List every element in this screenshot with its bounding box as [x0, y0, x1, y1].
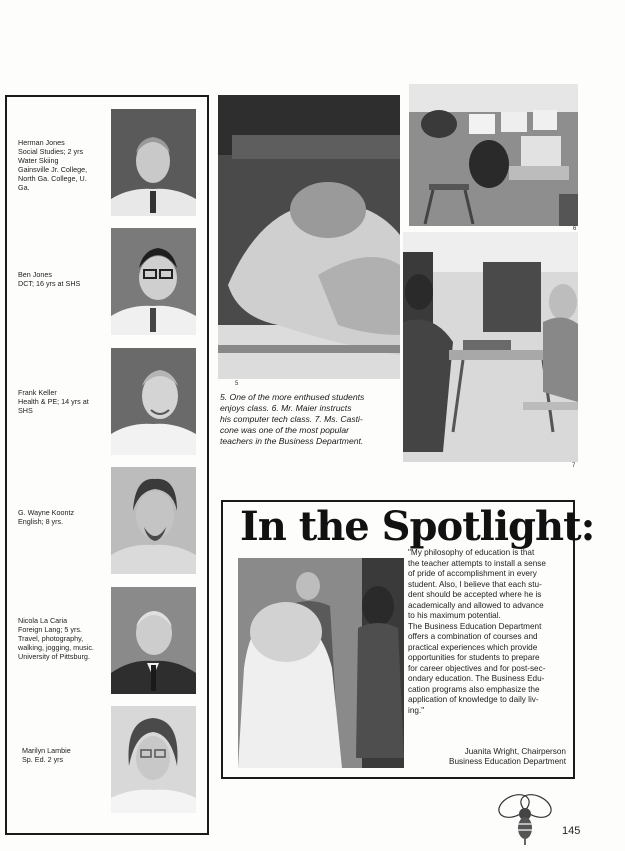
faculty-caption: G. Wayne Koontz English; 8 yrs.	[18, 508, 75, 526]
faculty-caption: Frank Keller Health & PE; 14 yrs at SHS	[18, 388, 89, 415]
photo-computer-lab	[409, 84, 578, 226]
spotlight-title: In the Spotlight:	[240, 503, 595, 550]
photo-classroom	[403, 232, 578, 462]
photo-number: 6	[573, 226, 577, 232]
photo-sleeping-student	[218, 95, 400, 379]
faculty-caption: Marilyn Lambie Sp. Ed. 2 yrs	[22, 746, 71, 764]
faculty-caption: Ben Jones DCT; 16 yrs at SHS	[18, 270, 81, 288]
hornet-mascot-icon	[496, 790, 554, 846]
photo-caption: 5. One of the more enthused students enjoys class. 6. Mr. Maier instructs his computer tech class. 7. Ms. Casti- cone was one of the most popular teachers in the Business Department.	[220, 392, 365, 446]
faculty-portrait	[111, 228, 196, 335]
faculty-portrait	[111, 348, 196, 455]
faculty-portrait	[111, 706, 196, 813]
faculty-portrait	[111, 109, 196, 216]
faculty-portrait	[111, 587, 196, 694]
faculty-portrait	[111, 467, 196, 574]
spotlight-signature: Juanita Wright, Chairperson Business Education Department	[449, 747, 566, 766]
photo-spotlight-teacher	[238, 558, 404, 768]
photo-number: 5	[235, 381, 239, 387]
page-number: 145	[562, 825, 581, 837]
faculty-caption: Herman Jones Social Studies; 2 yrs Water Skiing Gainsville Jr. College, North Ga. College, U. Ga.	[18, 138, 88, 192]
photo-number: 7	[572, 463, 576, 469]
spotlight-quote: "My philosophy of education is that the teacher attempts to install a sense of pride of accomplishment in every student. Also, I believe that each stu- dent should be accepted where he is academically and allowed to advance to his maximum potential. The Business Education Department offers a combination of courses and practical experiences which provide opportunities for students to prepare for career objectives and for post-sec- ondary education. The Business Edu- cation programs also emphasize the application of knowledge to daily liv- ing."	[408, 548, 546, 715]
faculty-caption: Nicola La Caria Foreign Lang; 5 yrs. Travel, photography, walking, jogging, music. University of Pittsburg.	[18, 616, 94, 661]
